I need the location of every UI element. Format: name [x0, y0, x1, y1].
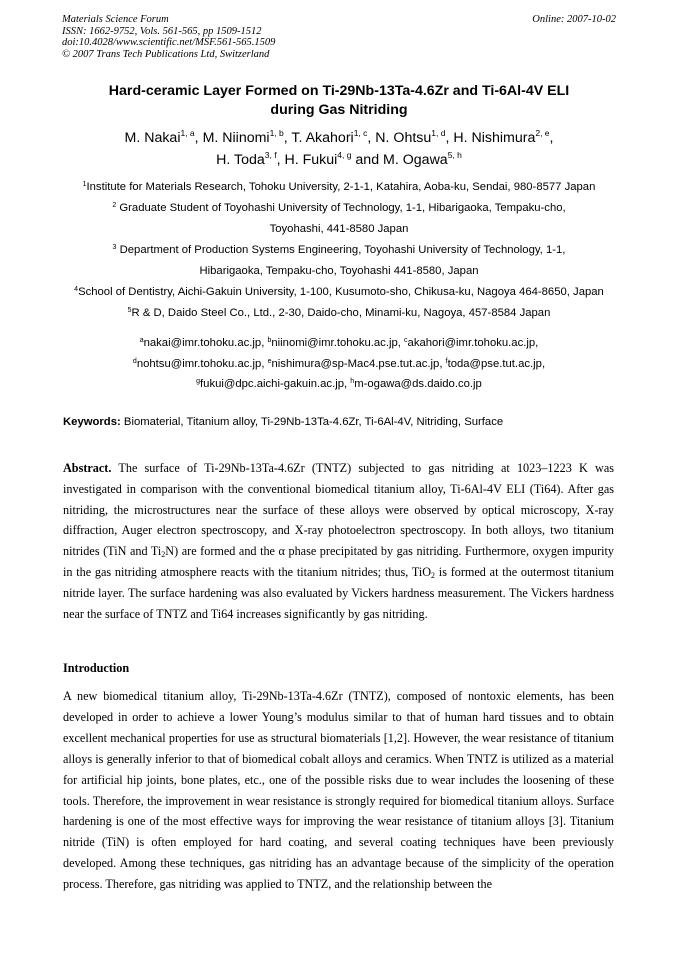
author-name: H. Fukui	[284, 152, 338, 168]
abstract-label: Abstract.	[63, 461, 112, 475]
affil-text: Graduate Student of Toyohashi University of Technology, 1-1, Hibarigaoka, Tempaku-cho,	[116, 202, 566, 214]
email-link[interactable]: nohtsu@imr.tohoku.ac.jp	[136, 357, 262, 370]
email-link[interactable]: m-ogawa@ds.daido.co.jp	[354, 378, 482, 390]
author-affil-mark: 5, h	[447, 150, 462, 160]
title-line-2: during Gas Nitriding	[270, 102, 408, 118]
affiliation-2-cont: Toyohashi, 441-8580 Japan	[269, 223, 409, 235]
email-link[interactable]: nishimura@sp-Mac4.pse.tut.ac.jp	[271, 357, 440, 370]
email-mark: f	[445, 357, 448, 365]
affiliation-3	[40, 240, 638, 261]
email-mark: c	[404, 337, 408, 344]
author-line-2: H. Toda$^{3, f}$, H. Fukui$^{4, g}$ and M. Ogawa$^{5, h}$	[216, 150, 462, 168]
author-affil-mark: 1, d	[431, 128, 446, 138]
online-date: Online: 2007-10-02	[532, 14, 616, 25]
affiliation-5	[40, 303, 638, 324]
abstract-text: N) are formed and the α phase precipitated by gas nitriding. Furthermore, oxygen impurity in the gas nitriding atmosphere reacts with the titanium nitrides; thus, TiO	[63, 544, 614, 579]
journal-name: Materials Science Forum	[62, 14, 169, 25]
affiliation-list	[40, 177, 638, 324]
affiliation-3-cont: Hibarigaoka, Tempaku-cho, Toyohashi 441-8580, Japan	[199, 265, 479, 277]
email-mark: a	[139, 337, 144, 344]
author-affil-mark: 1, a	[180, 128, 195, 138]
email-mark: d	[132, 357, 137, 365]
author-name: M. Nakai	[124, 130, 181, 146]
abstract	[63, 458, 614, 624]
abstract-text: The surface of Ti-29Nb-13Ta-4.6Zr (TNTZ) subjected to gas nitriding at 1023–1223 K was investigated in comparison with the conventional biomedical titanium alloy, Ti-6Al-4V ELI (Ti64). After gas nitriding, the microstructures near the surface of these alloys were observed by optical microscopy, X-ray diffraction, Auger electron spectroscopy, and X-ray photoelectron spectroscopy. In both alloys, two titanium nitrides (TiN and Ti	[63, 461, 614, 559]
email-line-1: $^a$nakai@imr.tohoku.ac.jp, $^b$niinomi@imr.tohoku.ac.jp, $^c$akahori@imr.tohoku.ac.jp,	[139, 337, 539, 349]
subscript: 2	[431, 570, 436, 580]
keywords	[63, 414, 618, 430]
email-mark: g	[196, 378, 201, 385]
affil-mark: 3	[112, 244, 117, 251]
author-affil-mark: 1, c	[353, 128, 368, 138]
author-name: M. Niinomi	[202, 130, 270, 146]
introduction-paragraph: A new biomedical titanium alloy, Ti-29Nb-13Ta-4.6Zr (TNTZ), composed of nontoxic elements, has been developed in order to achieve a lower Young’s modulus similar to that of human hard tissues and to obtain excellent mechanical properties for use as structural biomaterials [1,2]. However, the wear resistance of titanium alloys is generally inferior to that of biomedical cobalt alloys and ceramics. When TNTZ is utilized as a material for artificial hip joints, bone plates, etc., one of the possible risks due to wear includes the loosening of these tools. Therefore, the improvement in wear resistance is strongly required for biomedical titanium alloys. Surface hardening is one of the most effective ways for improving the wear resistance of titanium alloys [3]. Titanium nitride (TiN) is often employed for hard coating, and several coating techniques have been previously developed. Among these techniques, gas nitriding has an advantage because of the simplicity of the operation process. Therefore, gas nitriding was applied to TNTZ, and the relationship between the	[63, 689, 614, 892]
title-line-1: Hard-ceramic Layer Formed on Ti-29Nb-13Ta-4.6Zr and Ti-6Al-4V ELI	[108, 83, 570, 99]
author-name: H. Toda	[216, 152, 265, 168]
email-link[interactable]: niinomi@imr.tohoku.ac.jp	[271, 337, 398, 349]
affil-text: Institute for Materials Research, Tohoku University, 2-1-1, Katahira, Aoba-ku, Sendai, 980-8577 Japan	[86, 181, 596, 193]
affil-mark: 5	[127, 307, 132, 314]
email-mark: e	[267, 357, 272, 365]
affil-mark: 1	[82, 181, 87, 188]
author-name: M. Ogawa	[383, 152, 448, 168]
author-affil-mark: 2, e	[535, 128, 550, 138]
issn-line: ISSN: 1662-9752, Vols. 561-565, pp 1509-1512	[62, 25, 262, 37]
email-link[interactable]: akahori@imr.tohoku.ac.jp	[407, 337, 536, 349]
keywords-label: Keywords:	[63, 416, 121, 428]
affil-text: R & D, Daido Steel Co., Ltd., 2-30, Daido-cho, Minami-ku, Nagoya, 457-8584 Japan	[131, 307, 551, 319]
email-mark: b	[267, 337, 272, 344]
affiliation-2	[40, 198, 638, 219]
section-heading-introduction: Introduction	[63, 661, 130, 675]
email-link[interactable]: nakai@imr.tohoku.ac.jp	[143, 337, 262, 349]
paper-title	[40, 82, 638, 120]
email-link[interactable]: fukui@dpc.aichi-gakuin.ac.jp	[200, 378, 345, 390]
affiliation-4	[40, 282, 638, 303]
author-affil-mark: 3, f	[264, 150, 277, 160]
author-list	[30, 127, 648, 171]
affil-text: School of Dentistry, Aichi-Gakuin University, 1-100, Kusumoto-sho, Chikusa-ku, Nagoya 464-8650, Japan	[78, 286, 604, 298]
email-link[interactable]: toda@pse.tut.ac.jp	[447, 357, 542, 370]
author-and: and	[355, 152, 380, 168]
subscript: 2	[161, 550, 166, 560]
author-affil-mark: 1, b	[269, 128, 284, 138]
author-line-1: M. Nakai$^{1, a}$, M. Niinomi$^{1, b}$, T. Akahori$^{1, c}$, N. Ohtsu$^{1, d}$, H. Nishimura$^{2, e}$,	[124, 128, 554, 146]
author-name: N. Ohtsu	[375, 130, 432, 146]
affil-mark: 4	[74, 286, 79, 293]
email-line-3: $^g$fukui@dpc.aichi-gakuin.ac.jp, $^h$m-ogawa@ds.daido.co.jp	[196, 378, 482, 390]
email-list	[40, 333, 638, 395]
journal-header	[62, 14, 616, 60]
affiliation-1	[40, 177, 638, 198]
abstract-text: is formed at the outermost titanium nitride layer. The surface hardening was also evaluated by Vickers hardness measurement. The Vickers hardness near the surface of TNTZ and Ti64 increases significantly by gas nitriding.	[63, 564, 614, 621]
copyright-line: © 2007 Trans Tech Publications Ltd, Switzerland	[62, 48, 270, 60]
doi-line: doi:10.4028/www.scientific.net/MSF.561-565.1509	[62, 37, 276, 48]
email-mark: h	[350, 378, 355, 385]
affil-mark: 2	[112, 202, 117, 209]
keywords-text: Biomaterial, Titanium alloy, Ti-29Nb-13Ta-4.6Zr, Ti-6Al-4V, Nitriding, Surface	[120, 416, 504, 428]
affil-text: Department of Production Systems Engineering, Toyohashi University of Technology, 1-1,	[116, 244, 566, 256]
author-name: H. Nishimura	[453, 130, 536, 146]
author-affil-mark: 4, g	[337, 150, 352, 160]
email-line-2: $^d$nohtsu@imr.tohoku.ac.jp, $^e$nishimura@sp-Mac4.pse.tut.ac.jp, $^f$toda@pse.tut.ac.jp,	[132, 357, 546, 370]
author-name: T. Akahori	[291, 130, 354, 146]
